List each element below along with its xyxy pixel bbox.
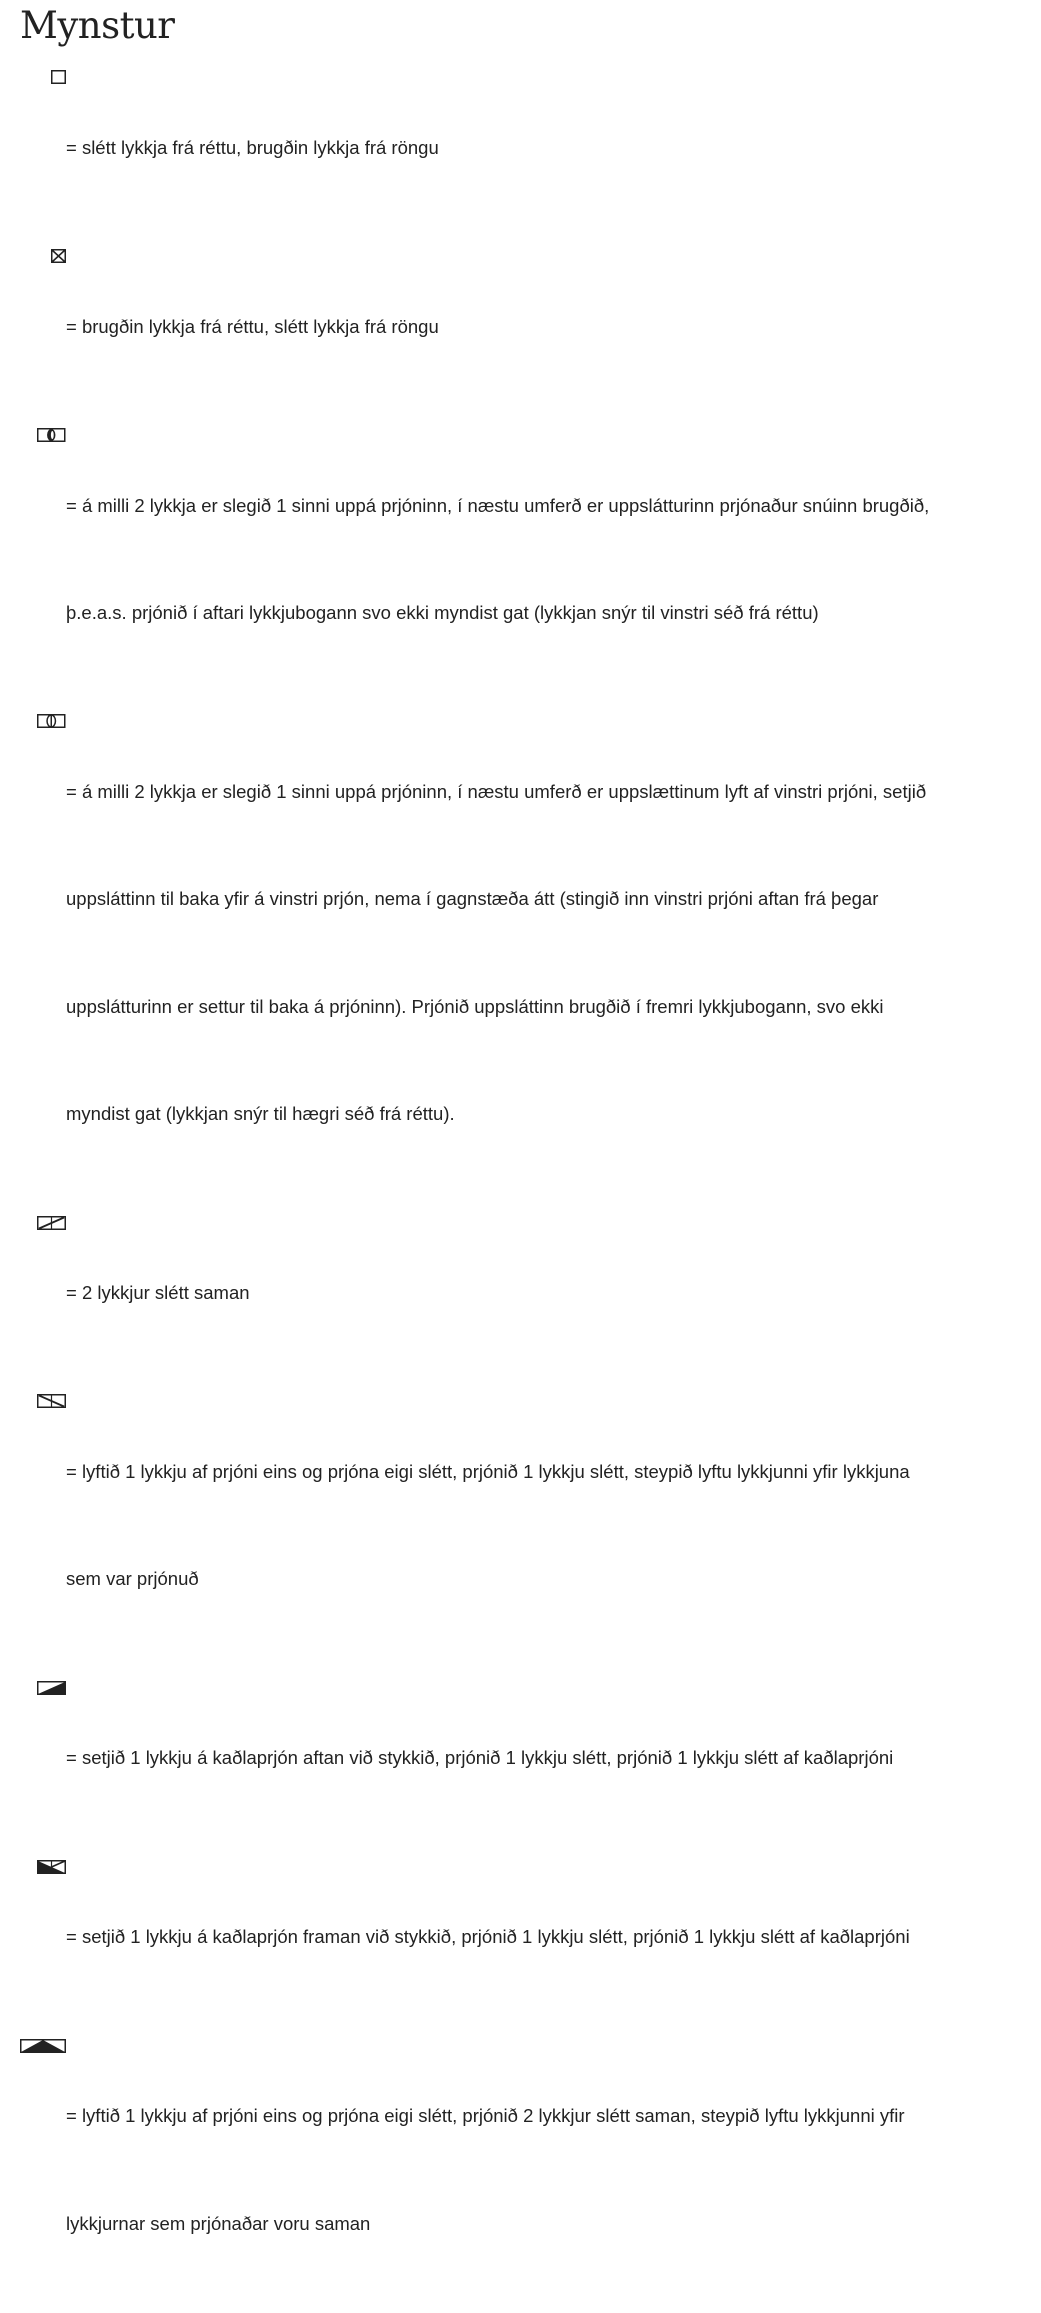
legend-text: = slétt lykkja frá réttu, brugðin lykkja frá röngu xyxy=(66,136,439,158)
knit-box-icon xyxy=(51,70,66,84)
legend-text: = setjið 1 lykkju á kaðlaprjón aftan við stykkið, prjónið 1 lykkju slétt, prjónið 1 lykkju slétt af kaðlaprjóni xyxy=(66,1747,894,1769)
cable-front-icon xyxy=(37,1860,66,1874)
purl-cross-box-icon xyxy=(51,249,66,263)
legend-text: = á milli 2 lykkja er slegið 1 sinni uppá prjóninn, í næstu umferð er uppslættinum lyft af vinstri prjóni, setjið xyxy=(66,780,927,802)
ssk-icon xyxy=(37,1394,66,1408)
legend-item xyxy=(0,2027,1041,2313)
legend-text: = á milli 2 lykkja er slegið 1 sinni uppá prjóninn, í næstu umferð er uppslátturinn prjónaður snúinn brugðið, xyxy=(66,494,930,516)
legend-item xyxy=(0,237,1041,416)
legend-item xyxy=(0,58,1041,237)
legend-text: uppslátturinn er settur til baka á prjóninn). Prjónið uppsláttinn brugðið í fremri lykkjubogann, svo ekki xyxy=(66,995,884,1017)
legend-item xyxy=(0,1204,1041,1383)
twisted-yarnover-left-icon xyxy=(37,428,66,442)
legend-item xyxy=(0,702,1041,1203)
twisted-yarnover-right-icon xyxy=(37,714,66,728)
legend-item xyxy=(0,1848,1041,2027)
legend-item xyxy=(0,1382,1041,1668)
legend-text: = lyftið 1 lykkju af prjóni eins og prjóna eigi slétt, prjónið 2 lykkjur slétt saman, steypið lyftu lykkjunni yfir xyxy=(66,2105,905,2127)
k2tog-icon xyxy=(37,1216,66,1230)
cable-back-icon xyxy=(37,1681,66,1695)
legend-text: sem var prjónuð xyxy=(66,1568,199,1590)
legend-text: = brugðin lykkja frá réttu, slétt lykkja frá röngu xyxy=(66,315,439,337)
legend-text: þ.e.a.s. prjónið í aftari lykkjubogann svo ekki myndist gat (lykkjan snýr til vinstri séð frá réttu) xyxy=(66,601,819,623)
page-title: Mynstur xyxy=(20,4,175,47)
legend-text: lykkjurnar sem prjónaðar voru saman xyxy=(66,2212,371,2234)
legend-text: = lyftið 1 lykkju af prjóni eins og prjóna eigi slétt, prjónið 1 lykkju slétt, steypið lyftu lykkjunni yfir lykkjuna xyxy=(66,1461,910,1483)
legend-list xyxy=(0,58,1041,2313)
legend-item xyxy=(0,1669,1041,1848)
legend-text: = setjið 1 lykkju á kaðlaprjón framan við stykkið, prjónið 1 lykkju slétt, prjónið 1 lykkju slétt af kaðlaprjóni xyxy=(66,1926,910,1948)
legend-text: myndist gat (lykkjan snýr til hægri séð frá réttu). xyxy=(66,1103,455,1125)
legend-text: uppsláttinn til baka yfir á vinstri prjón, nema í gagnstæða átt (stingið inn vinstri prjóni aftan frá þegar xyxy=(66,888,879,910)
legend-text: = 2 lykkjur slétt saman xyxy=(66,1282,250,1304)
double-decrease-icon xyxy=(20,2039,66,2053)
legend-item xyxy=(0,416,1041,702)
